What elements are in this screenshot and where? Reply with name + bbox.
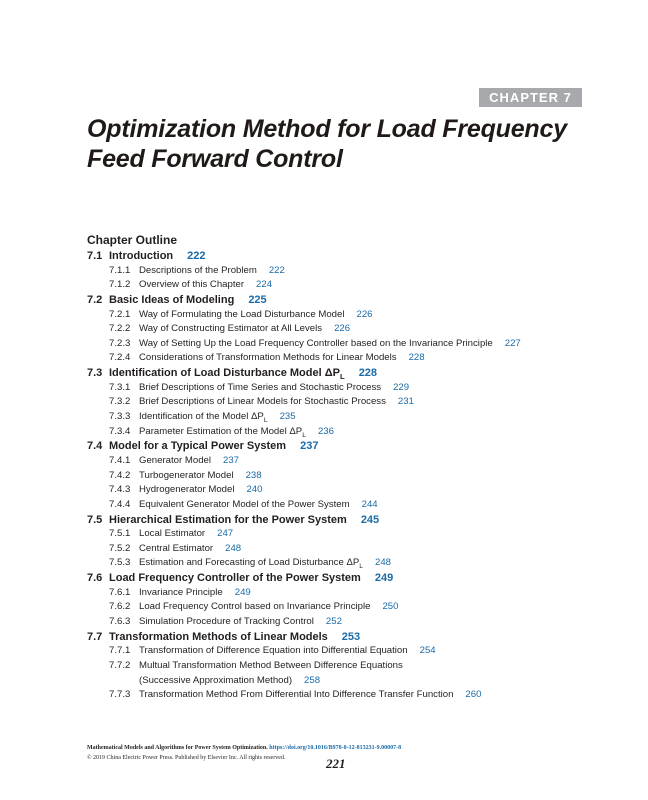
toc-page-link[interactable]: 237 [300,440,319,453]
toc-number: 7.3.4 [109,425,131,437]
toc-subscript: L [339,372,345,382]
toc-number: 7.7.2 [109,659,131,671]
chapter-title-line1: Optimization Method for Load Frequency [87,115,567,143]
toc-title: Considerations of Transformation Methods for Linear Models [139,352,397,364]
doi-link[interactable]: https://doi.org/10.1016/B978-0-12-813231-9.00007-8 [269,745,402,751]
toc-page-link[interactable]: 258 [304,674,321,686]
chapter-title-line2: Feed Forward Control [87,145,343,173]
toc-page-link[interactable]: 238 [245,469,262,481]
toc-title: Local Estimator [139,528,206,540]
toc-section[interactable] [87,513,627,528]
toc-subsection[interactable] [87,425,627,440]
toc-number: 7.4.1 [109,454,131,466]
table-of-contents [87,249,627,703]
toc-page-link[interactable]: 225 [248,293,267,306]
toc-section[interactable] [87,439,627,454]
toc-number: 7.7.3 [109,689,131,701]
toc-title: Hierarchical Estimation for the Power System [109,513,347,526]
toc-title: Central Estimator [139,542,214,554]
toc-number: 7.4.4 [109,498,131,510]
toc-page-link[interactable]: 250 [382,601,399,613]
chapter-title [87,114,587,174]
toc-page-link[interactable]: 254 [419,645,436,657]
toc-subsection[interactable] [87,322,627,337]
toc-page-link[interactable]: 245 [360,513,380,526]
toc-title: Basic Ideas of Modeling [109,293,235,306]
toc-section[interactable] [87,293,627,308]
toc-title: Simulation Procedure of Tracking Control [139,616,314,628]
toc-subsection[interactable] [87,615,627,630]
toc-page-link[interactable]: 253 [341,630,361,643]
toc-subsection[interactable] [87,278,627,293]
toc-title: Way of Setting Up the Load Frequency Controller based on the Invariance Principle [139,337,493,349]
toc-subsection[interactable] [87,542,627,557]
toc-title: Identification of the Model ΔP [139,411,264,423]
toc-number: 7.5.1 [109,528,131,540]
toc-number: 7.1 [87,250,103,262]
toc-page-link[interactable]: 227 [504,337,521,349]
toc-title: Introduction [109,250,174,262]
page-number: 221 [326,756,346,771]
toc-title: Transformation Method From Differential Into Difference Transfer Function [139,689,454,701]
toc-number: 7.3.2 [109,396,131,408]
toc-page-link[interactable]: 236 [317,425,334,437]
toc-number: 7.3.1 [109,381,131,393]
toc-subsection[interactable] [87,395,627,410]
chapter-label: CHAPTER 7 [479,88,582,107]
toc-title: Brief Descriptions of Time Series and Stochastic Process [139,381,382,393]
toc-number: 7.2.4 [109,352,131,364]
toc-number: 7.4.2 [109,469,131,481]
toc-page-link[interactable]: 237 [223,454,240,466]
toc-number: 7.5.3 [109,557,131,569]
toc-number: 7.6 [87,572,103,585]
toc-page-link[interactable]: 240 [246,484,263,496]
toc-title: Invariance Principle [139,586,223,598]
toc-title: Way of Constructing Estimator at All Levels [139,323,323,335]
toc-number: 7.6.2 [109,601,131,613]
toc-number: 7.1.2 [109,279,131,291]
toc-subsection[interactable] [87,586,627,601]
toc-subsection[interactable] [87,483,627,498]
toc-page-link[interactable]: 222 [268,264,285,276]
toc-number: 7.7 [87,630,103,643]
toc-subsection[interactable] [87,600,627,615]
toc-subsection[interactable] [87,556,627,571]
toc-section[interactable] [87,571,627,586]
toc-page-link[interactable]: 249 [374,572,394,585]
toc-number: 7.2 [87,293,103,306]
footer-copyright: © 2019 China Electric Power Press. Published by Elsevier Inc. All rights reserved. [87,755,286,761]
toc-page-link[interactable]: 226 [356,308,373,320]
toc-title: Transformation Methods of Linear Models [109,630,328,643]
toc-number: 7.2.3 [109,337,131,349]
toc-subsection[interactable] [87,469,627,484]
toc-subsection[interactable] [87,644,627,659]
toc-page-link[interactable]: 224 [256,279,273,291]
footer-citation [87,745,401,751]
toc-number: 7.2.2 [109,323,131,335]
toc-section[interactable] [87,630,627,645]
toc-page-link[interactable]: 248 [225,542,242,554]
toc-page-link[interactable]: 247 [217,528,234,540]
toc-page-link[interactable]: 229 [393,381,410,393]
toc-page-link[interactable]: 248 [375,557,392,569]
toc-page-link[interactable]: 228 [408,352,425,364]
toc-title: Model for a Typical Power System [109,440,287,453]
toc-subsection[interactable] [87,308,627,323]
toc-title: Hydrogenerator Model [139,484,235,496]
toc-number: 7.5 [87,513,103,526]
toc-number: 7.3.3 [109,411,131,423]
toc-title: Multual Transformation Method Between Difference Equations [139,659,403,671]
toc-title: Transformation of Difference Equation into Differential Equation [139,645,408,657]
toc-title: Brief Descriptions of Linear Models for Stochastic Process [139,396,386,408]
toc-number: 7.3 [87,367,103,380]
toc-number: 7.6.1 [109,586,131,598]
toc-page-link[interactable]: 235 [279,411,296,423]
toc-section[interactable] [87,366,627,381]
footer [87,745,401,761]
toc-subscript: L [359,563,364,571]
toc-number: 7.2.1 [109,308,131,320]
toc-title: Turbogenerator Model [139,469,234,481]
toc-subsection[interactable] [87,659,627,674]
toc-number: 7.6.3 [109,616,131,628]
toc-subscript: L [302,431,306,439]
toc-section[interactable] [87,249,627,264]
toc-subsection[interactable] [87,410,627,425]
toc-page-link[interactable]: 252 [325,616,342,628]
toc-title: Equivalent Generator Model of the Power System [139,498,350,510]
toc-title: Identification of Load Disturbance Model ΔP [109,367,340,380]
toc-page-link[interactable]: 222 [187,250,206,262]
toc-title: Overview of this Chapter [139,279,245,291]
toc-subsection[interactable] [87,674,627,689]
toc-title: Generator Model [139,454,211,466]
toc-title: Load Frequency Controller of the Power System [109,572,361,585]
toc-page-link[interactable]: 231 [397,396,414,408]
toc-subsection[interactable] [87,454,627,469]
footer-book-title: Mathematical Models and Algorithms for Power System Optimization. [87,745,268,751]
toc-page-link[interactable]: 244 [361,498,378,510]
toc-number: 7.7.1 [109,645,131,657]
toc-title: Descriptions of the Problem [139,264,257,276]
toc-number: 7.1.1 [109,264,131,276]
toc-subsection[interactable] [87,351,627,366]
toc-page-link[interactable]: 226 [334,323,351,335]
toc-subsection[interactable] [87,498,627,513]
toc-number: 7.5.2 [109,542,131,554]
toc-subsection[interactable] [87,264,627,279]
toc-title: (Successive Approximation Method) [139,674,293,686]
toc-number: 7.4.3 [109,484,131,496]
toc-number: 7.4 [87,440,103,453]
toc-subscript: L [263,416,268,424]
toc-title: Load Frequency Control based on Invariance Principle [139,601,371,613]
toc-subsection[interactable] [87,381,627,396]
toc-page-link[interactable]: 260 [465,689,482,701]
toc-title: Way of Formulating the Load Disturbance Model [139,308,345,320]
toc-title: Estimation and Forecasting of Load Disturbance ΔP [139,557,360,569]
toc-title: Parameter Estimation of the Model ΔP [139,425,303,437]
outline-heading: Chapter Outline [87,233,178,247]
toc-page-link[interactable]: 249 [234,586,251,598]
toc-subsection[interactable] [87,527,627,542]
toc-page-link[interactable]: 228 [358,367,378,380]
toc-subsection[interactable] [87,337,627,352]
toc-subsection[interactable] [87,688,627,703]
